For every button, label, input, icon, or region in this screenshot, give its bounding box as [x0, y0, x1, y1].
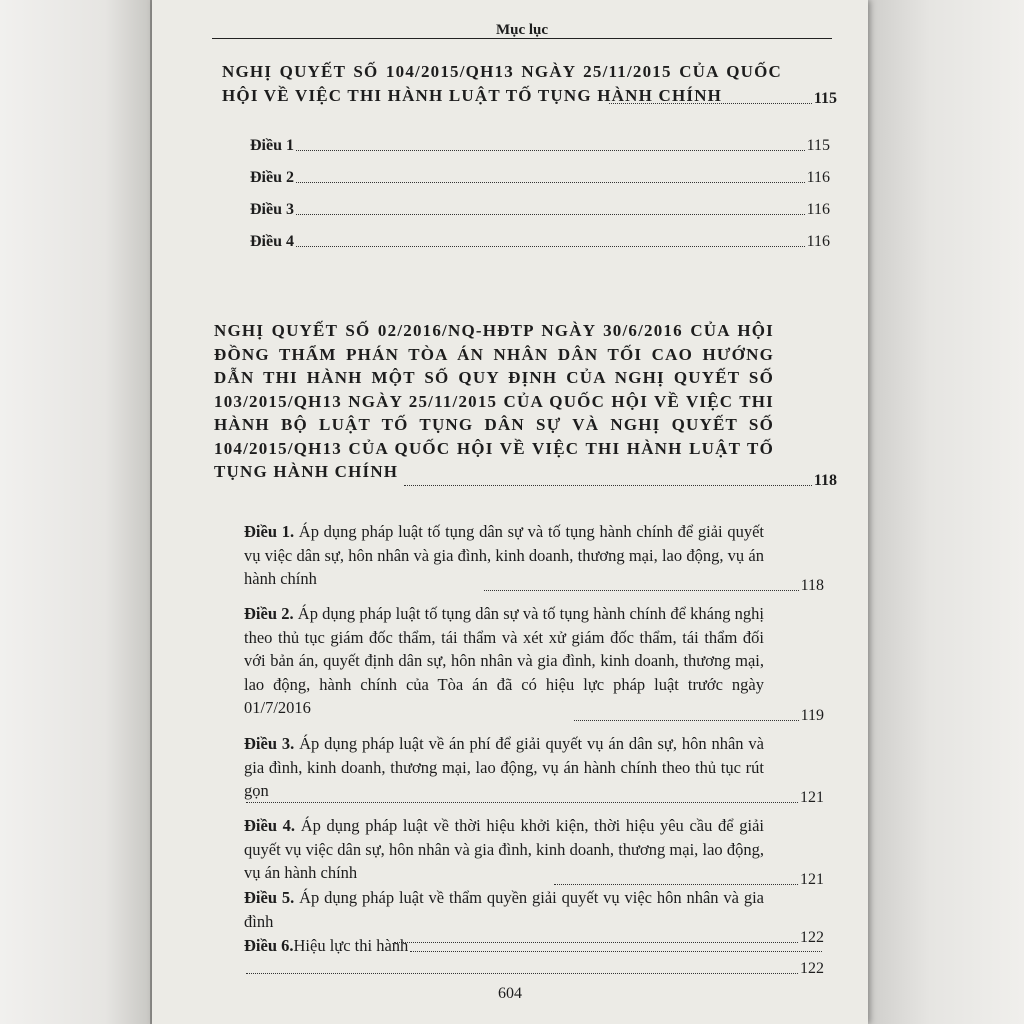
dot-leader	[296, 149, 805, 151]
section2-title-text: NGHỊ QUYẾT SỐ 02/2016/NQ-HĐTP NGÀY 30/6/2016 CỦA HỘI ĐỒNG THẨM PHÁN TÒA ÁN NHÂN DÂN TỐI CAO HƯỚNG DẪN THI HÀNH MỘT SỐ QUY ĐỊNH CỦA NGHỊ QUYẾT SỐ 103/2015/QH13 NGÀY 25/11/2015 CỦA QUỐC HỘI VỀ VIỆC THI HÀNH BỘ LUẬT TỐ TỤNG DÂN SỰ VÀ NGHỊ QUYẾT SỐ 104/2015/QH13 CỦA QUỐC HỘI VỀ VIỆC THI HÀNH LUẬT TỐ TỤNG HÀNH CHÍNH	[214, 321, 774, 481]
section1-title-leader	[607, 90, 837, 108]
dot-leader	[296, 245, 805, 247]
toc-entry-leader	[244, 960, 824, 978]
toc-item-label: Điều 3	[250, 201, 294, 218]
dot-leader	[246, 801, 798, 803]
dot-leader	[404, 484, 812, 486]
toc-item-label: Điều 2	[250, 169, 294, 186]
book-page	[152, 0, 868, 1024]
section2-page: 118	[813, 472, 837, 489]
toc-entry-text: Áp dụng pháp luật tố tụng dân sự và tố tụng hành chính để giải quyết vụ việc dân sự, hôn nhân và gia đình, kinh doanh, thương mại, lao động, vụ án hành chính	[244, 522, 764, 588]
toc-entry-text: Áp dụng pháp luật về thời hiệu khởi kiện, thời hiệu yêu cầu để giải quyết vụ việc dân sự, hôn nhân và gia đình, kinh doanh, thương mại, lao động, vụ án hành chính	[244, 816, 764, 882]
dot-leader	[554, 883, 798, 885]
dot-leader	[574, 719, 799, 721]
header-title: Mục lục	[495, 22, 549, 38]
toc-item-page: 116	[806, 233, 830, 250]
toc-entry-leader	[244, 789, 824, 807]
dot-leader	[246, 972, 798, 974]
toc-entry-text: Hiệu lực thi hành	[293, 936, 409, 955]
section1-title-text: NGHỊ QUYẾT SỐ 104/2015/QH13 NGÀY 25/11/2015 CỦA QUỐC HỘI VỀ VIỆC THI HÀNH LUẬT TỐ TỤNG HÀNH CHÍNH	[222, 62, 782, 105]
toc-entry-text: Áp dụng pháp luật về án phí để giải quyết vụ án dân sự, hôn nhân và gia đình, kinh doanh, thương mại, lao động, vụ án hành chính theo thủ tục rút gọn	[244, 734, 765, 800]
toc-item[interactable]	[250, 233, 830, 251]
toc-item-label: Điều 4	[250, 233, 294, 250]
toc-entry-label: Điều 5.	[244, 888, 295, 907]
toc-entry-label: Điều 4.	[244, 816, 296, 835]
section2-title-leader	[402, 472, 837, 490]
toc-entry-text: Áp dụng pháp luật tố tụng dân sự và tố tụng hành chính để kháng nghị theo thủ tục giám đốc thẩm, tái thẩm và xét xử giám đốc thẩm, tái thẩm đối với bản án, quyết định dân sự, hôn nhân và gia đình, kinh doanh, thương mại, lao động, hành chính của Tòa án đã có hiệu lực pháp luật trước ngày 01/7/2016	[244, 604, 765, 717]
dot-leader	[609, 102, 812, 104]
toc-item-label: Điều 1	[250, 137, 294, 154]
toc-item-page: 116	[806, 169, 830, 186]
section2-title	[214, 319, 774, 484]
background-left	[0, 0, 150, 1024]
toc-item[interactable]	[250, 201, 830, 219]
background-right	[868, 0, 1024, 1024]
toc-entry-page: 121	[800, 871, 824, 888]
toc-entry[interactable]	[244, 886, 764, 933]
dot-leader	[410, 950, 822, 952]
toc-entry-label: Điều 3.	[244, 734, 295, 753]
toc-item-page: 116	[806, 201, 830, 218]
toc-entry-page: 119	[800, 707, 824, 724]
toc-item[interactable]	[250, 169, 830, 187]
toc-entry-label: Điều 1.	[244, 522, 295, 541]
toc-entry-label: Điều 6.	[244, 936, 294, 955]
section1-page: 115	[813, 90, 837, 107]
toc-entry-label: Điều 2.	[244, 604, 294, 623]
toc-entry-page: 121	[800, 789, 824, 806]
toc-entry[interactable]	[244, 602, 764, 720]
toc-entry-leader	[482, 577, 824, 595]
dot-leader	[484, 589, 799, 591]
toc-entry-leader	[572, 707, 824, 725]
toc-entry[interactable]	[244, 936, 824, 956]
toc-entry-text: Áp dụng pháp luật về thẩm quyền giải quyết vụ việc hôn nhân và gia đình	[244, 888, 765, 931]
toc-entry-page: 118	[800, 577, 824, 594]
toc-entry-page: 122	[800, 929, 824, 946]
page-number: 604	[498, 985, 522, 1002]
toc-entry-page: 122	[800, 960, 824, 977]
toc-item-page: 115	[806, 137, 830, 154]
toc-item[interactable]	[250, 137, 830, 155]
dot-leader	[296, 181, 805, 183]
dot-leader	[296, 213, 805, 215]
running-header	[212, 18, 832, 39]
